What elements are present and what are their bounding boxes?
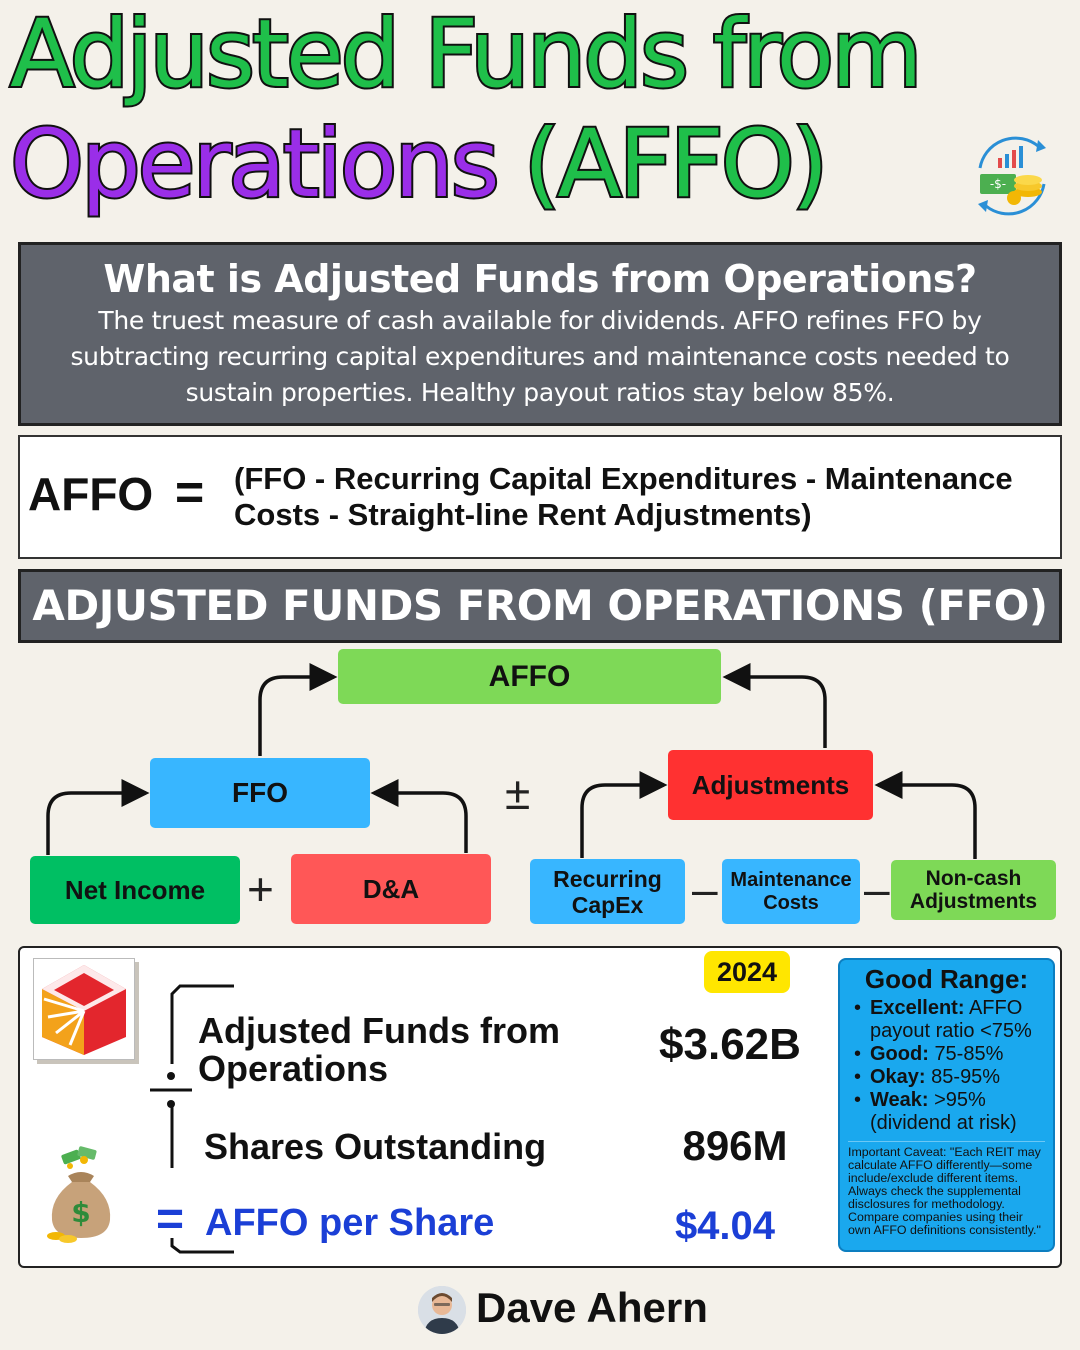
formula-equals: =: [175, 464, 205, 520]
arrow-noncash-to-adjustments: [878, 785, 975, 859]
range-term: Okay:: [870, 1066, 926, 1088]
node-adjustments: Adjustments: [668, 750, 873, 820]
range-text: AFFO payout ratio <75%: [870, 997, 1032, 1042]
good-range-title: Good Range:: [864, 964, 1029, 994]
numerator-label: Adjusted Funds from Operations: [198, 1010, 560, 1089]
node-recurring-capex: Recurring CapEx: [530, 859, 685, 924]
arrow-capex-to-adjustments: [582, 785, 664, 858]
arrow-adjustments-to-affo: [726, 677, 825, 748]
range-text: >95% (dividend at risk): [870, 1089, 1017, 1134]
arrow-ffo-to-affo: [260, 677, 334, 756]
author-name: Dave Ahern: [476, 1284, 708, 1331]
range-term: Good:: [870, 1043, 929, 1065]
title-line-2: [10, 110, 826, 219]
node-affo: AFFO: [338, 649, 721, 704]
range-term: Weak:: [870, 1089, 929, 1111]
result-value: $4.04: [674, 1204, 776, 1248]
intro-heading: What is Adjusted Funds from Operations?: [103, 257, 977, 301]
result-label: AFFO per Share: [205, 1202, 495, 1244]
formula-rhs: (FFO - Recurring Capital Expenditures - Maintenance Costs - Straight-line Rent Adjustments): [234, 461, 1013, 532]
denominator-label: Shares Outstanding: [204, 1126, 547, 1167]
range-term: Excellent:: [870, 997, 965, 1019]
money-exchange-icon: [966, 130, 1058, 222]
formula-box: [18, 435, 1062, 559]
company-logo-icon: [33, 958, 135, 1060]
denominator-value: 896M: [682, 1122, 788, 1169]
title-affo-abbrev: (AFFO): [523, 110, 826, 219]
node-noncash-adjustments: Non-cash Adjustments: [891, 860, 1056, 920]
formula-lhs: AFFO: [28, 468, 154, 520]
good-range-list: [848, 997, 1045, 1135]
node-ffo: FFO: [150, 758, 370, 828]
good-range-card: [838, 958, 1055, 1252]
intro-body: The truest measure of cash available for dividends. AFFO refines FFO by subtracting recurring capital expenditures and maintenance costs needed to sustain properties. Healthy payout ratios stay below 85%.: [70, 306, 1010, 407]
title-line-1: Adjusted Funds from: [10, 0, 920, 109]
operator-minus-2: –: [864, 863, 890, 915]
range-text: 75-85%: [934, 1043, 1004, 1065]
svg-text:-$-: -$-: [989, 177, 1007, 191]
section-header: ADJUSTED FUNDS FROM OPERATIONS (FFO): [18, 569, 1062, 643]
operator-plusminus: ±: [505, 767, 531, 819]
svg-text:$: $: [71, 1196, 91, 1229]
year-badge: 2024: [704, 951, 790, 993]
numerator-value: $3.62B: [659, 1020, 801, 1069]
author-avatar-icon: [418, 1286, 466, 1334]
node-da: D&A: [291, 854, 491, 924]
arrow-da-to-ffo: [374, 793, 466, 853]
node-net-income: Net Income: [30, 856, 240, 924]
good-range-item: [848, 1066, 1045, 1089]
good-range-item: [848, 1043, 1045, 1066]
title-operations: Operations: [10, 110, 497, 219]
node-maintenance-costs: Maintenance Costs: [722, 859, 860, 924]
money-bag-icon: [44, 1146, 118, 1244]
good-range-item: [848, 997, 1045, 1043]
operator-minus-1: –: [692, 863, 718, 915]
caveat-note: Important Caveat: "Each REIT may calculate AFFO differently—some include/exclude different items. Always check the supplemental disclosures for methodology. Compare companies using their own AFFO definitions consistently.": [848, 1141, 1045, 1237]
arrow-netincome-to-ffo: [48, 793, 146, 855]
intro-box: [18, 242, 1062, 426]
operator-plus: +: [247, 863, 274, 915]
range-text: 85-95%: [931, 1066, 1001, 1088]
good-range-item: [848, 1089, 1045, 1135]
result-equals-icon: =: [156, 1193, 185, 1246]
